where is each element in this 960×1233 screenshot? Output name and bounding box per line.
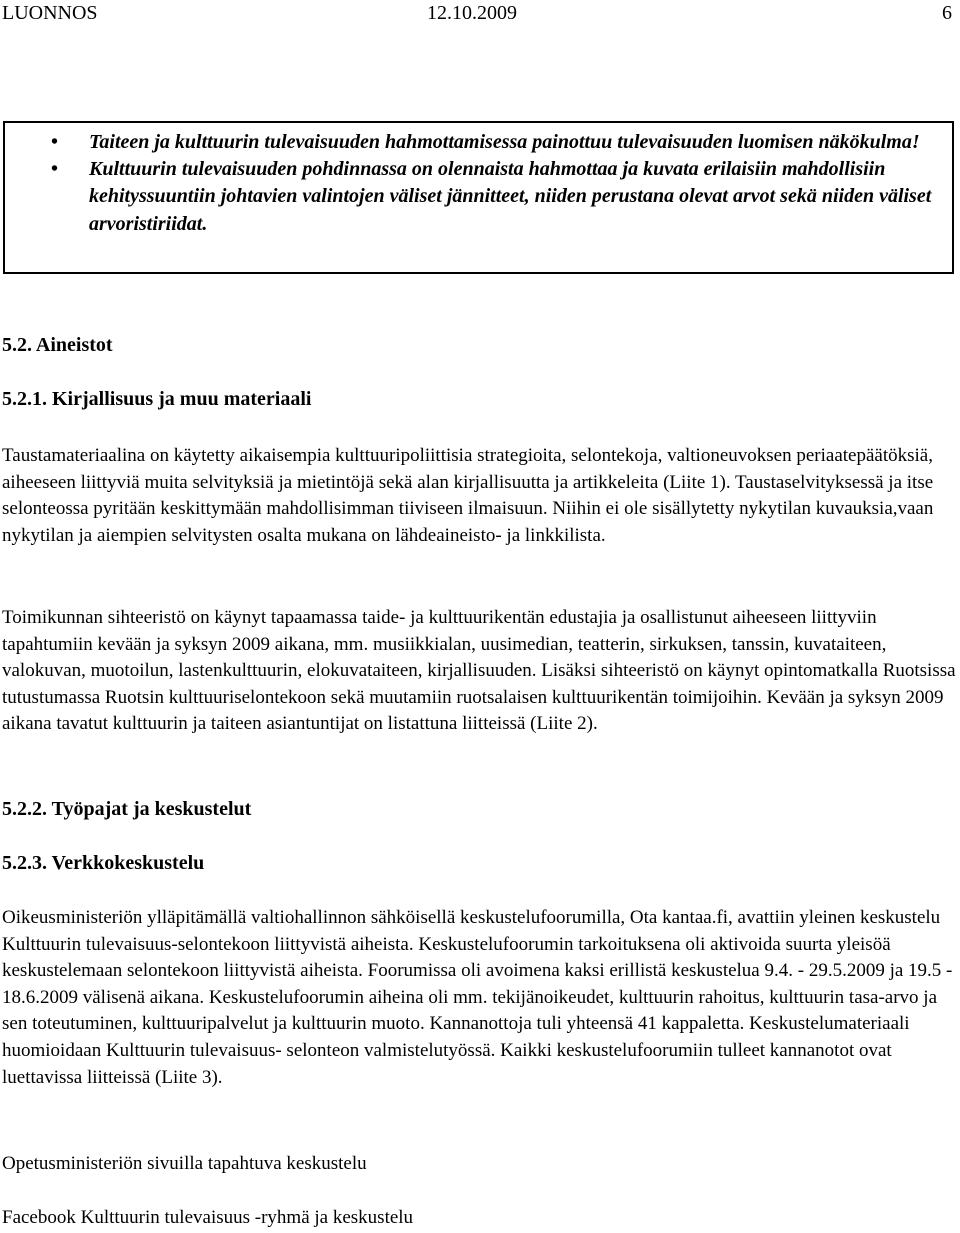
paragraph-secretariat-meetings: Toimikunnan sihteeristö on käynyt tapaamassa taide- ja kulttuurikentän edustajia ja osallistunut aiheeseen liittyviin tapahtumiin kevään ja syksyn 2009 aikana, mm. musiikkialan, uusimedian, teatterin, sirkuksen, tanssin, kuvataiteen, valokuvan, muotoilun, lastenkulttuurin, elokuvataiteen, kirjallisuuden. Lisäksi sihteeristö on käynyt opintomatkalla Ruotsissa tutustumassa Ruotsin kulttuuriselontekoon sekä muutamiin ruotsalaisen kulttuurikentän toimijoihin. Kevään ja syksyn 2009 aikana tavatut kulttuurin ja taiteen asiantuntijat on listattuna liitteissä (Liite 2). [2,607,956,735]
highlight-bullet-item [5,129,952,156]
highlight-bullet-list [5,129,952,238]
document-date: 12.10.2009 [427,2,517,24]
page-number: 6 [942,2,952,24]
page-header [0,0,960,28]
section-heading-aineistot: 5.2. Aineistot [2,334,113,356]
draft-label: LUONNOS [2,2,98,24]
highlight-bullet-text: Taiteen ja kulttuurin tulevaisuuden hahmottamisessa painottuu tulevaisuuden luomisen näkökulma! [89,131,920,153]
paragraph-online-forum: Oikeusministeriön ylläpitämällä valtiohallinnon sähköisellä keskustelufoorumilla, Ota kantaa.fi, avattiin yleinen keskustelu Kulttuurin tulevaisuus-selontekoon liittyvistä aiheista. Keskustelufoorumin tarkoituksena oli aktivoida suurta yleisöä keskustelemaan selontekoon liittyvistä aiheista. Foorumissa oli avoimena kaksi erillistä keskustelua 9.4. - 29.5.2009 ja 19.5 - 18.6.2009 välisenä aikana. Keskustelufoorumin aiheina oli mm. tekijänoikeudet, kulttuurin rahoitus, kulttuurin tasa-arvo ja sen toteutuminen, kulttuuripalvelut ja kulttuurin muoto. Kannanottoja tuli yhteensä 41 kappaletta. Keskustelumateriaali huomioidaan Kulttuurin tulevaisuus- selonteon valmistelutyössä. Kaikki keskustelufoorumiin tulleet kannanotot ovat luettavissa liitteissä (Liite 3). [2,907,953,1088]
section-heading-verkkokeskustelu: 5.2.3. Verkkokeskustelu [2,852,205,874]
highlight-box [3,121,954,274]
highlight-bullet-text: Kulttuurin tulevaisuuden pohdinnassa on olennaista hahmottaa ja kuvata erilaisiin mahdollisiin kehityssuuntiin johtavien valintojen väliset jännitteet, niiden perustana olevat arvot sekä niiden väliset arvoristiriidat. [89,158,932,235]
line-ministry-discussion: Opetusministeriön sivuilla tapahtuva keskustelu [2,1153,367,1174]
section-heading-tyopajat: 5.2.2. Työpajat ja keskustelut [2,798,252,820]
bullet-icon: • [51,158,59,181]
highlight-bullet-item [5,156,952,238]
line-facebook-group: Facebook Kulttuurin tulevaisuus -ryhmä ja keskustelu [2,1207,414,1228]
paragraph-background-material: Taustamateriaalina on käytetty aikaisempia kulttuuripoliittisia strategioita, selontekoja, valtioneuvoksen periaatepäätöksiä, aiheeseen liittyviä muita selvityksiä ja mietintöjä sekä alan kirjallisuutta ja artikkeleita (Liite 1). Taustaselvityksessä ja itse selonteossa pyritään keskittymään mahdollisimman tiiviseen ilmaisuun. Niihin ei ole sisällytetty nykytilan kuvauksia,vaan nykytilan ja aiempien selvitysten osalta mukana on lähdeaineisto- ja linkkilista. [2,445,934,546]
section-heading-kirjallisuus: 5.2.1. Kirjallisuus ja muu materiaali [2,388,312,410]
bullet-icon: • [51,131,59,153]
